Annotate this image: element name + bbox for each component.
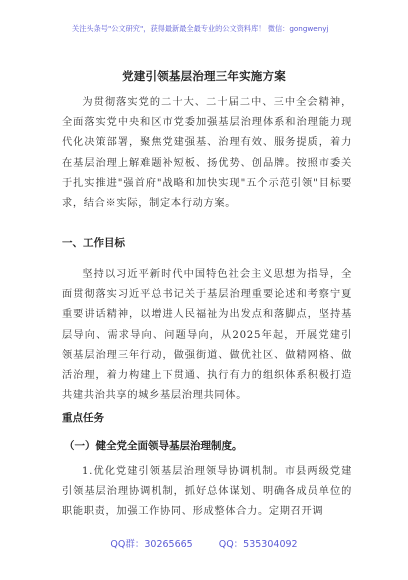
footer-contact (0, 536, 408, 550)
top-promo-banner: 关注头条号"公文研究"，获得最新最全最专业的公文资料库！ 微信：gongwenyj (72, 24, 329, 33)
document-title: 党建引领基层治理三年实施方案 (122, 69, 286, 83)
goals-paragraph-text: 坚持以习近平新时代中国特色社会主义思想为指导，全面贯彻落实习近平总书记关于基层治理重要论述和考察宁夏重要讲话精神，以增进人民福祉为出发点和落脚点，坚持基层导向、需求导向、问题导向，从2025年起，开展党建引领基层治理三年行动，做强街道、做优社区、做精网格、做活治理，着力构建上下贯通、执行有力的组织体系积极打造共建共治共享的城乡基层治理共同体。 (62, 269, 352, 402)
subsection-one-paragraph (62, 462, 352, 523)
intro-paragraph-text: 为贯彻落实党的二十大、二十届二中、三中全会精神，全面落实党中央和区市党委加强基层治理体系和治理能力现代化决策部署，聚焦党建强基、治理有效、服务提质，着力在基层治理上解难题补短板、扬优势、创品牌。按照市委关于扎实推进"强首府"战略和加快实现"五个示范引领"目标要求，结合※实际，制定本行动方案。 (62, 97, 352, 210)
intro-paragraph (62, 93, 352, 214)
footer-qq-contact: QQ：535304092 (218, 539, 298, 550)
footer-qq-group: QQ群：30265665 (110, 539, 193, 550)
subsection-heading-one: （一）健全党全面领导基层治理制度。 (64, 440, 243, 452)
section-heading-goals: 一、工作目标 (62, 237, 125, 249)
goals-paragraph (62, 265, 352, 406)
subsection-one-paragraph-text: 1.优化党建引领基层治理领导协调机制。市县两级党建引领基层治理协调机制，抓好总体谋划、明确各成员单位的职能职责，加强工作协同、形成整体合力。定期召开调 (62, 466, 352, 518)
section-heading-key-tasks: 重点任务 (62, 412, 104, 424)
